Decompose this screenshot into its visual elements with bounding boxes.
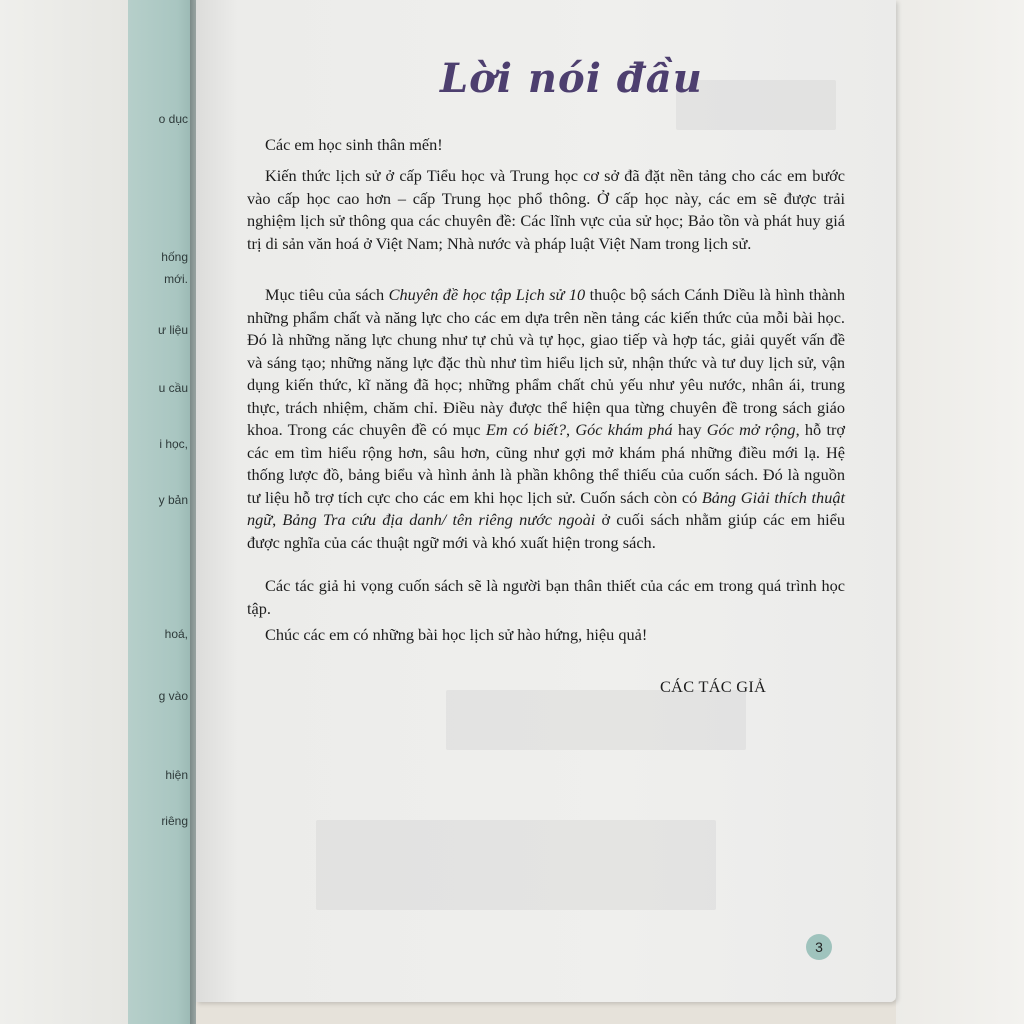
authors-signature: CÁC TÁC GIẢ bbox=[660, 677, 767, 696]
text-run: thuộc bộ sách Cánh Diều là hình thành những phẩm chất và năng lực cho các em dựa trên nền tảng các kiến thức của mỗi bài học. Đó là những năng lực chung như tự chủ và tự học, giao tiếp và hợp tác, giải quyết vấn đề và sáng tạo; những năng lực đặc thù như tìm hiểu lịch sử, nhận thức và tư duy lịch sử, vận dụng kiến thức, kĩ năng đã học; những phẩm chất chủ yếu như yêu nước, nhân ái, trung thực, trách nhiệm, chăm chỉ. Điều này được thể hiện qua từng chuyên đề trong sách giáo khoa. Trong các chuyên đề có mục bbox=[247, 285, 846, 439]
left-page-fragment: u cầu bbox=[158, 381, 188, 395]
paragraph-objectives bbox=[247, 284, 845, 554]
text-run: , hỗ trợ các em tìm hiểu rộng hơn, sâu hơn, cũng như gợi mở khám phá những điều mới lạ. Hệ thống lược đồ, bảng biểu và hình ảnh là phần không thể thiếu của cuốn sách. Đó là nguồn tư liệu hỗ trợ tích cực cho các em khi học lịch sử. Cuốn sách còn có bbox=[247, 420, 845, 507]
background-left bbox=[0, 0, 130, 1024]
index-name-italic: Bảng Tra cứu địa danh/ tên riêng nước ngoài bbox=[282, 510, 596, 529]
show-through-mark bbox=[316, 820, 716, 910]
left-page-fragment: hiện bbox=[165, 768, 188, 782]
section-name-italic: Góc mở rộng bbox=[706, 420, 796, 439]
left-page-fragment: o dục bbox=[158, 112, 188, 126]
show-through-mark bbox=[446, 690, 746, 750]
paragraph-hope: Các tác giả hi vọng cuốn sách sẽ là người bạn thân thiết của các em trong quá trình học tập. bbox=[247, 576, 845, 618]
text-run: Mục tiêu của sách bbox=[265, 285, 389, 304]
page-number-badge: 3 bbox=[806, 934, 832, 960]
left-page-fragment: i học, bbox=[159, 437, 188, 451]
adjacent-left-page bbox=[128, 0, 198, 1024]
left-page-fragment: hống bbox=[161, 250, 188, 264]
left-page-fragment: y bản bbox=[158, 493, 188, 507]
left-page-fragment: hoá, bbox=[164, 627, 188, 641]
book-title-italic: Chuyên đề học tập Lịch sử 10 bbox=[388, 285, 586, 304]
text-run: , bbox=[566, 420, 576, 439]
left-page-fragment: ư liệu bbox=[157, 323, 188, 337]
left-page-fragment: mới. bbox=[164, 272, 188, 286]
greeting: Các em học sinh thân mến! bbox=[265, 135, 443, 154]
page-bottom-edge bbox=[196, 1000, 896, 1024]
text-run: , bbox=[272, 510, 283, 529]
text-run: ở cuối sách nhằm giúp các em hiểu được nghĩa của các thuật ngữ mới và khó xuất hiện trong sách. bbox=[247, 510, 845, 552]
page-title: Lời nói đầu bbox=[440, 55, 703, 102]
left-page-fragment: g vào bbox=[158, 689, 188, 703]
paragraph-wish: Chúc các em có những bài học lịch sử hào hứng, hiệu quả! bbox=[265, 625, 648, 644]
left-page-fragment: riêng bbox=[161, 814, 188, 828]
text-run: hay bbox=[672, 420, 707, 439]
paragraph-intro: Kiến thức lịch sử ở cấp Tiểu học và Trung học cơ sở đã đặt nền tảng cho các em bước vào cấp học cao hơn – cấp Trung học phổ thông. Ở cấp học này, các em sẽ được trải nghiệm lịch sử thông qua các chuyên đề: Các lĩnh vực của sử học; Bảo tồn và phát huy giá trị di sản văn hoá ở Việt Nam; Nhà nước và pháp luật Việt Nam trong lịch sử. bbox=[247, 166, 845, 253]
background-right bbox=[892, 0, 1024, 1024]
section-name-italic: Góc khám phá bbox=[575, 420, 673, 439]
glossary-name-italic: Bảng Giải thích thuật ngữ bbox=[247, 487, 846, 529]
section-name-italic: Em có biết? bbox=[485, 420, 567, 439]
